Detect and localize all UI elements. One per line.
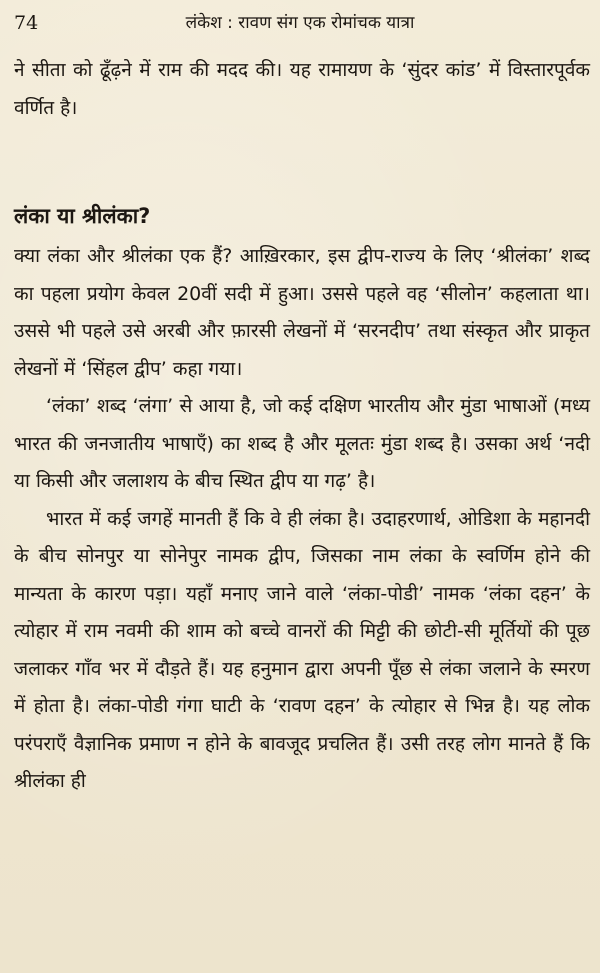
section-paragraph-1: क्या लंका और श्रीलंका एक हैं? आख़िरकार, इस द्वीप-राज्य के लिए ‘श्रीलंका’ शब्द का पहला प्रयोग केवल 20वीं सदी में हुआ। उससे पहले वह ‘सीलोन’ कहलाता था। उससे भी पहले उसे अरबी और फ़ारसी लेखनों में ‘सरनदीप’ तथा संस्कृत और प्राकृत लेखनों में ‘सिंहल द्वीप’ कहा गया। <box>14 245 590 380</box>
section-paragraph-2: ‘लंका’ शब्द ‘लंगा’ से आया है, जो कई दक्षिण भारतीय और मुंडा भाषाओं (मध्य भारत की जनजातीय भाषाएँ) का शब्द है और मूलतः मुंडा शब्द है। उसका अर्थ ‘नदी या किसी और जलाशय के बीच स्थित द्वीप या गढ़’ है। <box>14 395 590 492</box>
running-title: लंकेश : रावण संग एक रोमांचक यात्रा <box>185 13 415 33</box>
section-heading: लंका या श्रीलंका? <box>14 204 151 228</box>
page-header <box>14 8 586 38</box>
page-number: 74 <box>14 12 39 34</box>
section-paragraph-3: भारत में कई जगहें मानती हैं कि वे ही लंका है। उदाहरणार्थ, ओडिशा के महानदी के बीच सोनपुर या सोनेपुर नामक द्वीप, जिसका नाम लंका के स्वर्णिम होने की मान्यता के कारण पड़ा। यहाँ मनाए जाने वाले ‘लंका-पोडी’ नामक ‘लंका दहन’ के त्योहार में राम नवमी की शाम को बच्चे वानरों की मिट्टी की छोटी-सी मूर्तियों की पूछ जलाकर गाँव भर में दौड़ते हैं। यह हनुमान द्वारा अपनी पूँछ से लंका जलाने के स्मरण में होता है। लंका-पोडी गंगा घाटी के ‘रावण दहन’ के त्योहार से भिन्न है। यह लोक परंपराएँ वैज्ञानिक प्रमाण न होने के बावजूद प्रचलित हैं। उसी तरह लोग मानते हैं कि श्रीलंका ही <box>14 507 590 792</box>
continued-paragraph: ने सीता को ढूँढ़ने में राम की मदद की। यह रामायण के ‘सुंदर कांड’ में विस्तारपूर्वक वर्णित है। <box>14 59 590 119</box>
page-body <box>14 52 590 801</box>
